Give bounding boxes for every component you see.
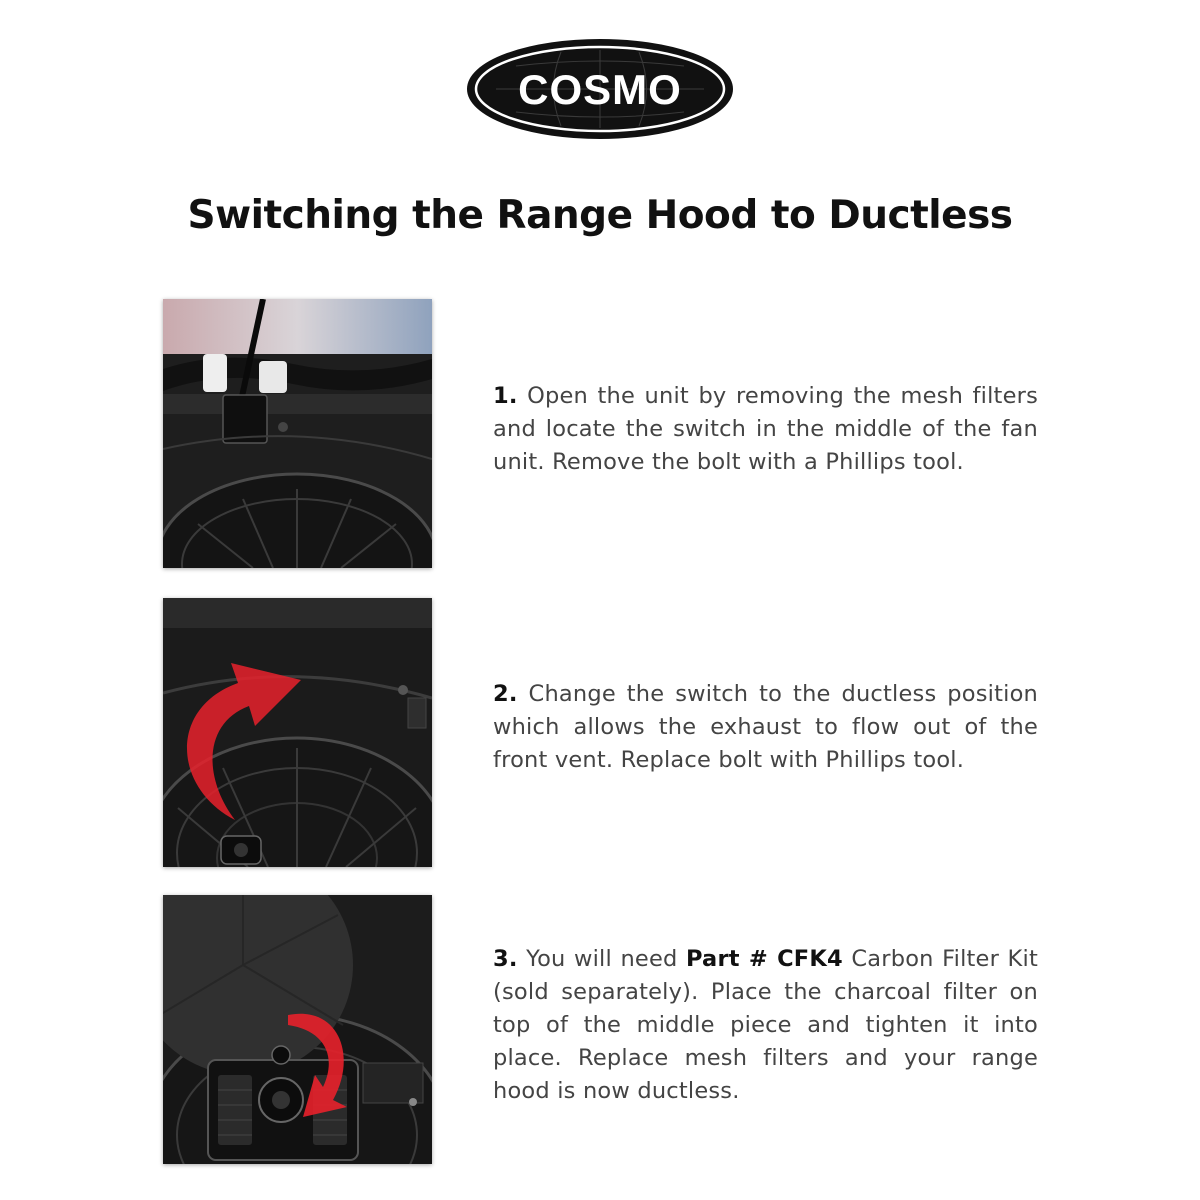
step-1-number: 1. bbox=[493, 383, 518, 409]
step-1-text bbox=[493, 380, 1038, 479]
step-2-text bbox=[493, 678, 1038, 777]
step-3-body-end: Carbon Filter Kit (sold separately). Place the charcoal filter on top of the middle piece and tighten it into place. Replace mesh filters and your range hood is now ductless. bbox=[493, 946, 1038, 1104]
step-2-body: Change the switch to the ductless position which allows the exhaust to flow out of the front vent. Replace bolt with Phillips tool. bbox=[493, 681, 1038, 773]
step-3-part-number: Part # CFK4 bbox=[685, 946, 843, 972]
step-3-photo bbox=[163, 895, 432, 1164]
svg-text:COSMO: COSMO bbox=[518, 66, 682, 113]
step-3-text bbox=[493, 943, 1038, 1108]
step-3-body-start: You will need bbox=[526, 946, 678, 972]
step-3-number: 3. bbox=[493, 946, 518, 972]
cosmo-logo bbox=[466, 38, 734, 140]
step-1-photo bbox=[163, 299, 432, 568]
page-title: Switching the Range Hood to Ductless bbox=[187, 193, 1013, 238]
step-2-photo bbox=[163, 598, 432, 867]
step-1-body: Open the unit by removing the mesh filters and locate the switch in the middle of the fan unit. Remove the bolt with a Phillips tool. bbox=[493, 383, 1038, 475]
step-2-number: 2. bbox=[493, 681, 518, 707]
